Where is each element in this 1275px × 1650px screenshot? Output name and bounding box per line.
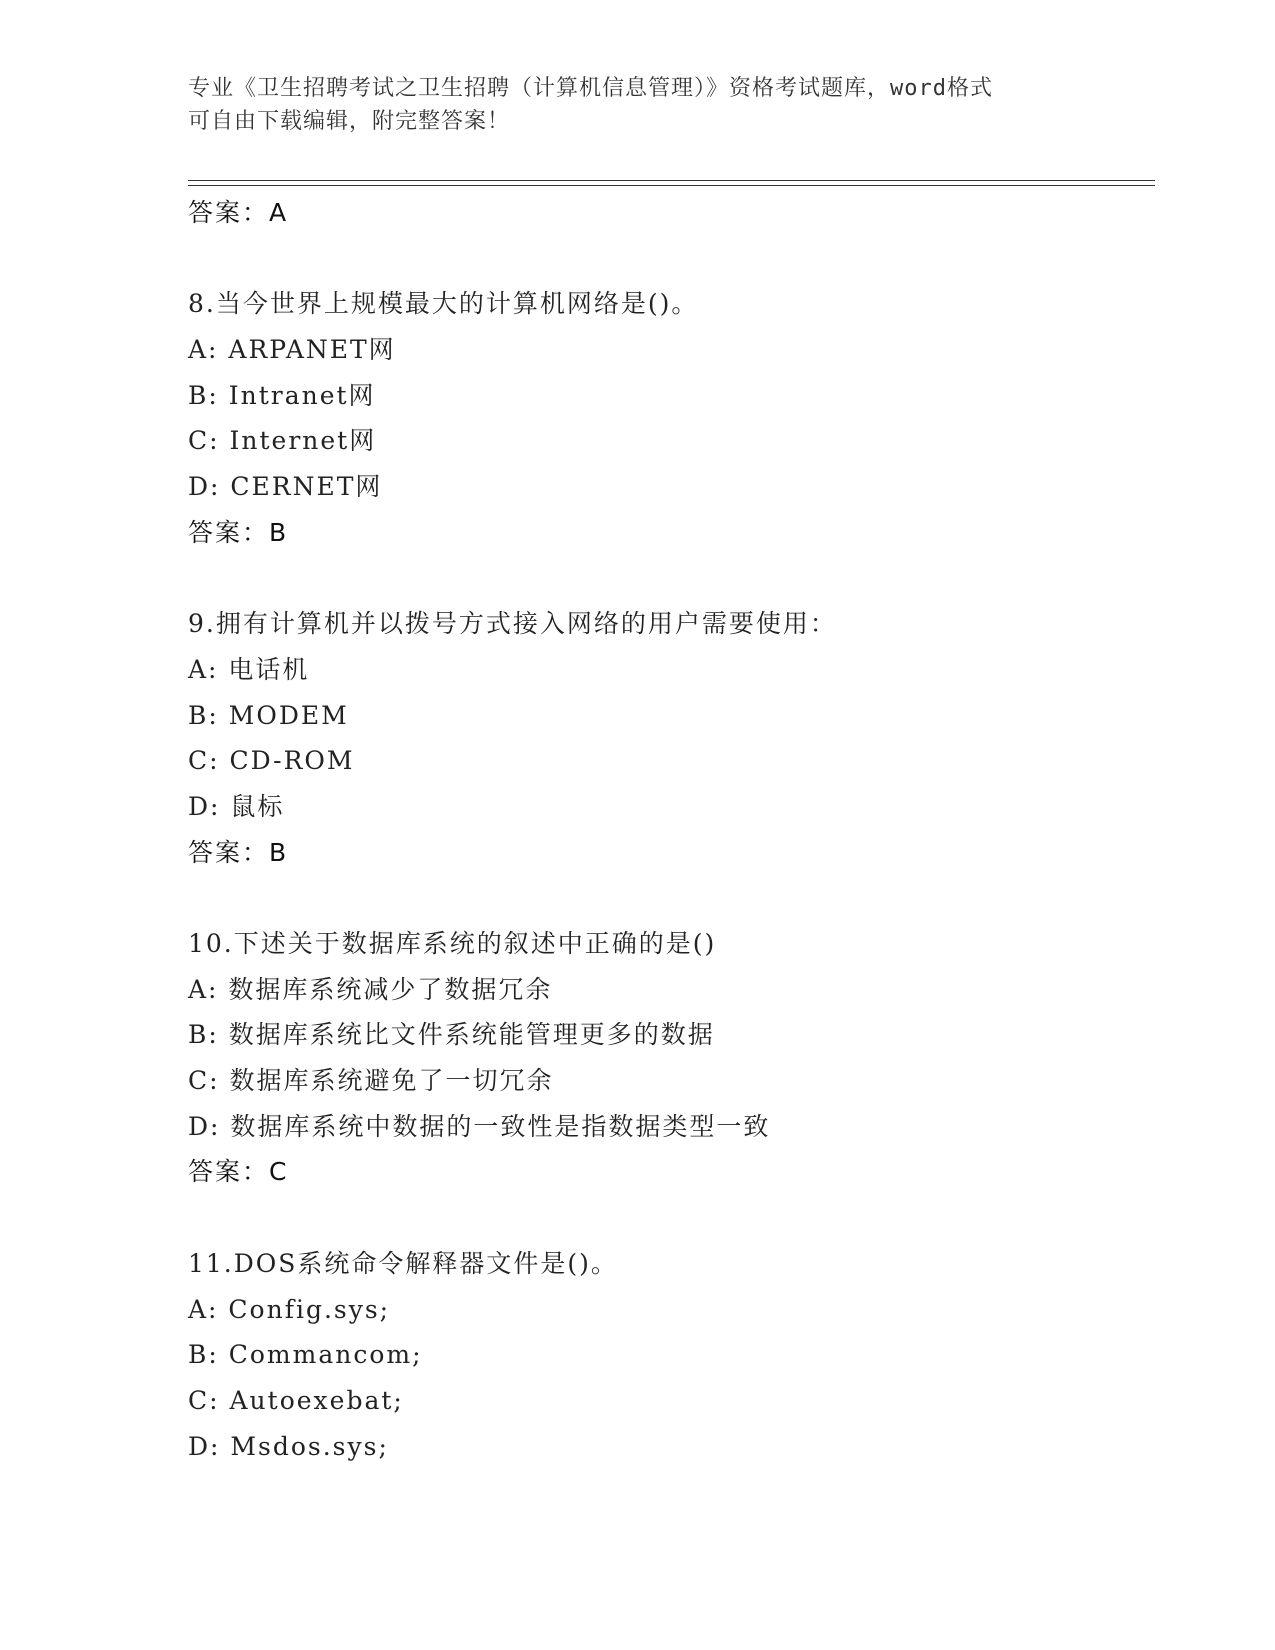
spacer [188, 875, 1148, 921]
question-text: 10.下述关于数据库系统的叙述中正确的是() [188, 929, 717, 958]
document-body [188, 190, 1148, 1469]
option-d: D: Msdos.sys; [188, 1431, 389, 1461]
question-text: 9.拥有计算机并以拨号方式接入网络的用户需要使用： [188, 609, 837, 639]
option-d: D: 鼠标 [188, 791, 285, 821]
option-a: A: ARPANET网 [188, 335, 396, 365]
question-block [188, 601, 1148, 875]
spacer [188, 236, 1148, 282]
document-header [188, 72, 1068, 138]
question-text: 8.当今世界上规模最大的计算机网络是()。 [188, 289, 699, 319]
option-b: B: Commancom; [188, 1340, 423, 1370]
option-b: B: MODEM [188, 700, 349, 730]
answer-line: 答案：C [188, 1157, 289, 1187]
option-d: D: CERNET网 [188, 472, 383, 502]
option-d: D: 数据库系统中数据的一致性是指数据类型一致 [188, 1111, 771, 1141]
question-block [188, 1241, 1148, 1469]
option-a: A: 电话机 [188, 654, 310, 684]
answer-line: 答案：B [188, 837, 289, 867]
option-b: B: 数据库系统比文件系统能管理更多的数据 [188, 1020, 715, 1050]
answer-line: 答案：A [188, 198, 289, 227]
option-c: C: Internet网 [188, 426, 377, 456]
header-line-2: 可自由下载编辑，附完整答案！ [188, 109, 511, 134]
spacer [188, 1195, 1148, 1241]
spacer [188, 556, 1148, 602]
option-a: A: 数据库系统减少了数据冗余 [188, 974, 553, 1004]
option-c: C: CD-ROM [188, 746, 355, 776]
header-divider-top [188, 180, 1155, 181]
answer-line: 答案：B [188, 517, 289, 547]
question-block [188, 921, 1148, 1195]
header-divider-bottom [188, 185, 1155, 186]
option-c: C: Autoexebat; [188, 1385, 404, 1415]
option-c: C: 数据库系统避免了一切冗余 [188, 1066, 554, 1096]
option-b: B: Intranet网 [188, 380, 376, 410]
question-block [188, 281, 1148, 555]
header-line-1: 专业《卫生招聘考试之卫生招聘（计算机信息管理）》资格考试题库，word格式 [188, 76, 993, 101]
option-a: A: Config.sys; [188, 1294, 391, 1324]
question-text: 11.DOS系统命令解释器文件是()。 [188, 1248, 618, 1278]
